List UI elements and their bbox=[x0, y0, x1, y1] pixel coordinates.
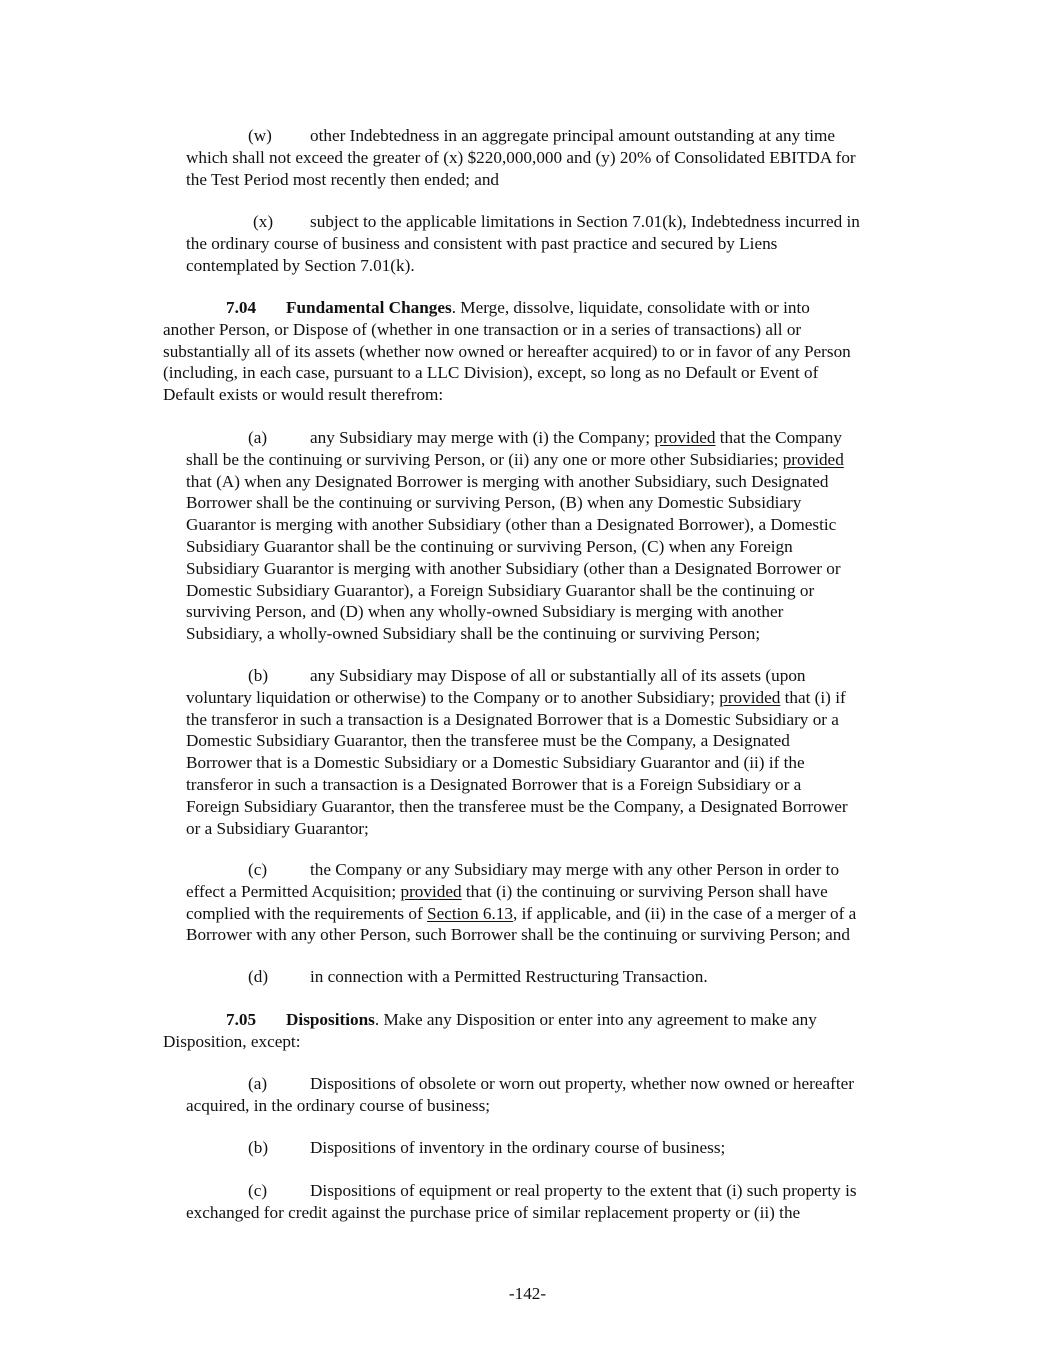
section-reference: Section 6.13 bbox=[427, 903, 513, 923]
clause-label: (c) bbox=[248, 1181, 268, 1200]
clause-7-05-a: (a) Dispositions of obsolete or worn out property, whether now owned or hereafter acquired, in the ordinary course of business; bbox=[186, 1074, 854, 1115]
clause-label: (a) bbox=[248, 428, 268, 447]
page-number: -142- bbox=[508, 1284, 547, 1303]
clause-7-04-d: (d) in connection with a Permitted Restructuring Transaction. bbox=[248, 967, 708, 986]
section-7-04: 7.04 Fundamental Changes. Merge, dissolve, liquidate, consolidate with or into another Person, or Dispose of (whether in one transaction or in a series of transactions) all or substantially all of its assets (whether now owned or hereafter acquired) to or in favor of any Person (including, in each case, pursuant to a LLC Division), except, so long as no Default or Event of Default exists or would result therefrom: bbox=[163, 298, 851, 405]
clause-label: (a) bbox=[248, 1074, 268, 1093]
clause-7-04-b: (b) any Subsidiary may Dispose of all or substantially all of its assets (upon voluntary liquidation or otherwise) to the Company or to another Subsidiary; provided that (i) if the transferor in such a transaction is a Designated Borrower that is a Domestic Subsidiary or a Domestic Subsidiary Guarantor, then the transferee must be the Company, a Designated Borrower that is a Domestic Subsidiary or a Domestic Subsidiary Guarantor and (ii) if the transferor in such a transaction is a Designated Borrower that is a Foreign Subsidiary or a Foreign Subsidiary Guarantor, then the transferee must be the Company, a Designated Borrower or a Subsidiary Guarantor; bbox=[186, 666, 848, 838]
section-number: 7.04 bbox=[226, 298, 257, 317]
clause-7-05-b: (b) Dispositions of inventory in the ordinary course of business; bbox=[248, 1138, 726, 1157]
clause-x: (x) subject to the applicable limitations in Section 7.01(k), Indebtedness incurred in the ordinary course of business and consistent with past practice and secured by Liens contemplated by Section 7.01(k). bbox=[186, 212, 860, 275]
clause-label: (d) bbox=[248, 967, 269, 986]
clause-7-05-c: (c) Dispositions of equipment or real property to the extent that (i) such property is exchanged for credit against the purchase price of similar replacement property or (ii) the bbox=[186, 1181, 857, 1222]
provided-term: provided bbox=[782, 449, 844, 469]
provided-term: provided bbox=[719, 687, 781, 707]
clause-7-04-a: (a) any Subsidiary may merge with (i) the Company; provided that the Company shall be the continuing or surviving Person, or (ii) any one or more other Subsidiaries; provided that (A) when any Designated Borrower is merging with another Subsidiary, such Designated Borrower shall be the continuing or surviving Person, (B) when any Domestic Subsidiary Guarantor is merging with another Subsidiary (other than a Designated Borrower), a Domestic Subsidiary Guarantor shall be the continuing or surviving Person, (C) when any Foreign Subsidiary Guarantor is merging with another Subsidiary (other than a Designated Borrower or Domestic Subsidiary Guarantor), a Foreign Subsidiary Guarantor shall be the continuing or surviving Person, and (D) when any wholly-owned Subsidiary is merging with another Subsidiary, a wholly-owned Subsidiary shall be the continuing or surviving Person; bbox=[186, 428, 844, 644]
section-title: Fundamental Changes bbox=[286, 298, 452, 317]
clause-7-04-c: (c) the Company or any Subsidiary may merge with any other Person in order to effect a Permitted Acquisition; provided that (i) the continuing or surviving Person shall have complied with the requirements of Section 6.13, if applicable, and (ii) in the case of a merger of a Borrower with any other Person, such Borrower shall be the continuing or surviving Person; and bbox=[186, 860, 857, 945]
section-title: Dispositions bbox=[286, 1010, 375, 1029]
clause-label: (b) bbox=[248, 666, 269, 685]
provided-term: provided bbox=[654, 428, 716, 447]
section-number: 7.05 bbox=[226, 1010, 257, 1029]
clause-label: (w) bbox=[248, 126, 272, 145]
clause-label: (b) bbox=[248, 1138, 269, 1157]
clause-label: (x) bbox=[253, 212, 274, 231]
clause-label: (c) bbox=[248, 860, 268, 879]
section-7-05: 7.05 Dispositions. Make any Disposition or enter into any agreement to make any Disposition, except: bbox=[163, 1010, 817, 1051]
provided-term: provided bbox=[400, 881, 462, 901]
clause-w: (w) other Indebtedness in an aggregate principal amount outstanding at any time which shall not exceed the greater of (x) $220,000,000 and (y) 20% of Consolidated EBITDA for the Test Period most recently then ended; and bbox=[186, 126, 856, 189]
